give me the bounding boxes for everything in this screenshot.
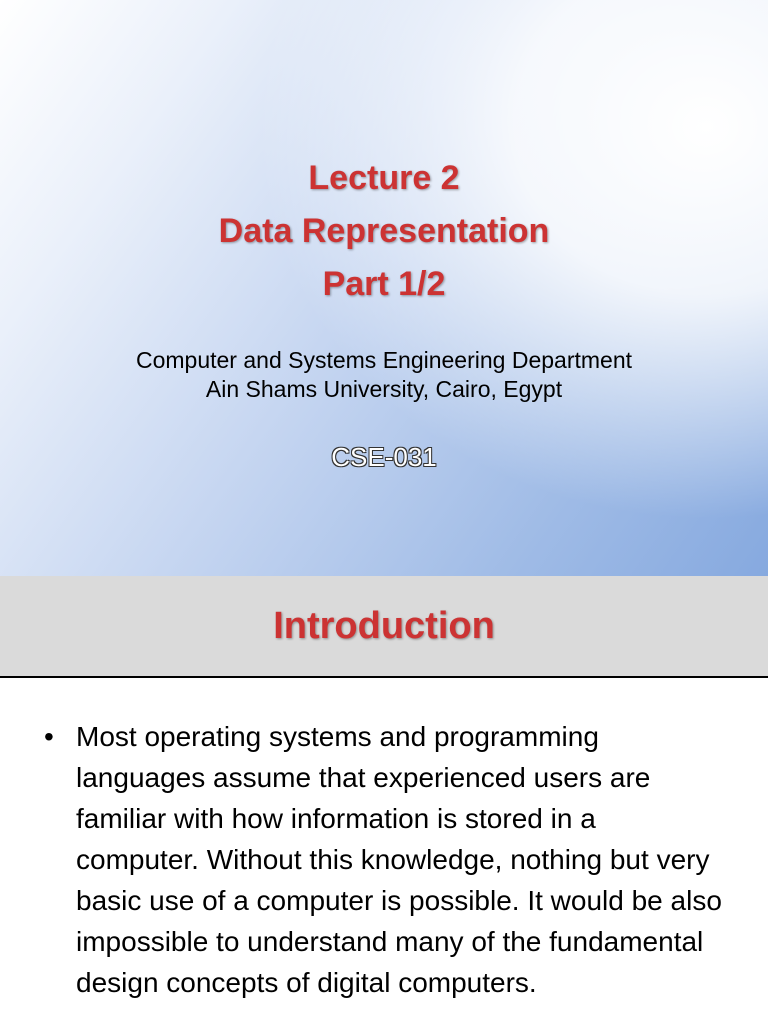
header-divider: [0, 676, 768, 678]
bullet-text: Most operating systems and programming languages assume that experienced users are familiar with how information is stored in a computer. Without this knowledge, nothing but very basic use of a computer is possible. It would be also impossible to understand many of the fundamental design concepts of digital computers.: [76, 721, 722, 998]
introduction-slide: [0, 576, 768, 1024]
lecture-part: Part 1/2: [322, 265, 446, 303]
department-name: Computer and Systems Engineering Department: [135, 347, 633, 373]
affiliation: [0, 346, 768, 404]
lecture-number: Lecture 2: [308, 159, 460, 197]
slide-title: Introduction: [273, 605, 495, 647]
bullet-list: [44, 716, 724, 1003]
bullet-item: [44, 716, 724, 1003]
lecture-topic: Data Representation: [218, 212, 550, 250]
bullet-icon: •: [44, 721, 54, 752]
university-name: Ain Shams University, Cairo, Egypt: [205, 376, 563, 402]
course-code: CSE-031: [331, 442, 437, 472]
lecture-title: [0, 152, 768, 311]
